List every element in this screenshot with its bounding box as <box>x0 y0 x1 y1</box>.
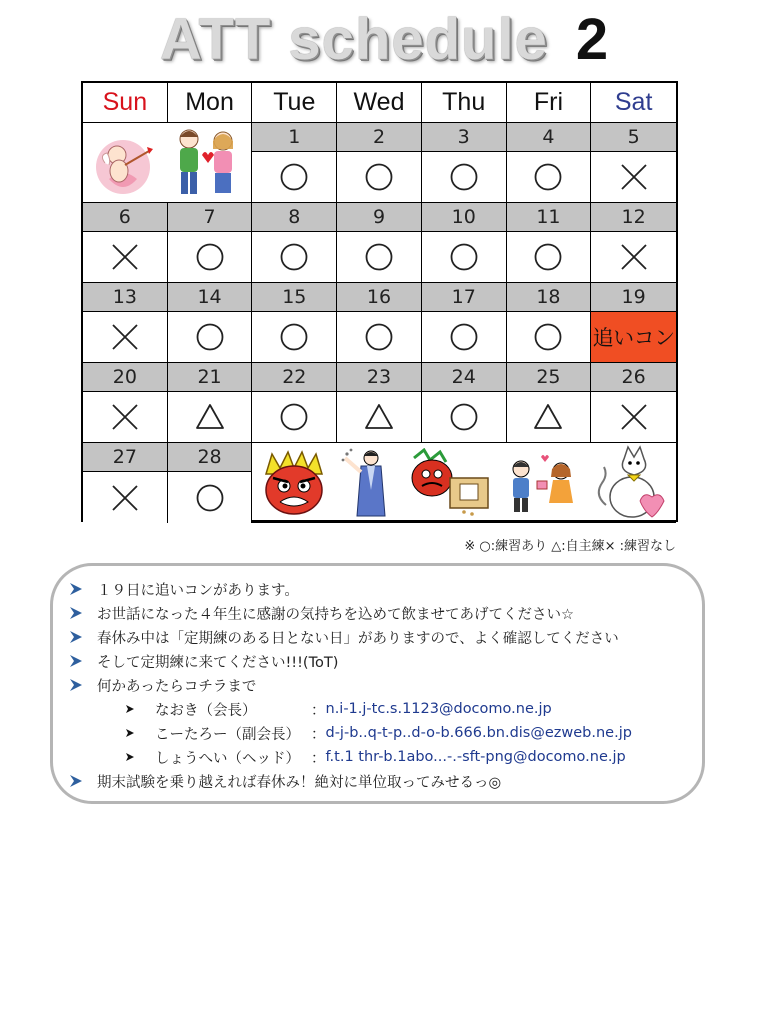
attendance-mark <box>168 312 253 363</box>
contact-item: こーたろー（副会長） ： d-j-b..q-t-p..d-o-b.666.bn.dis@ezweb.ne.jp <box>69 721 684 745</box>
attendance-mark <box>83 232 168 283</box>
attendance-mark <box>337 152 422 203</box>
arrow-bullet-icon <box>69 654 83 668</box>
circle-icon <box>195 322 225 352</box>
attendance-mark <box>252 232 337 283</box>
oni-with-beans-box-icon <box>408 448 492 518</box>
attendance-mark <box>591 152 676 203</box>
date-number: 10 <box>422 203 507 232</box>
event-label: 追いコン <box>591 312 676 363</box>
arrow-bullet-icon <box>69 678 83 692</box>
circle-icon <box>533 162 563 192</box>
page-header <box>0 6 768 73</box>
date-number: 7 <box>168 203 253 232</box>
circle-icon <box>449 402 479 432</box>
attendance-mark <box>168 392 253 443</box>
attendance-mark <box>591 232 676 283</box>
attendance-mark <box>83 312 168 363</box>
note-item: 何かあったらコチラまで <box>69 673 684 697</box>
attendance-mark <box>422 232 507 283</box>
arrow-bullet-icon <box>69 606 83 620</box>
date-number: 4 <box>507 123 592 152</box>
date-number: 9 <box>337 203 422 232</box>
contact-email[interactable]: n.i-1.j-tc.s.1123@docomo.ne.jp <box>325 701 552 717</box>
date-number: 3 <box>422 123 507 152</box>
kids-exchanging-gift-icon <box>503 451 583 515</box>
note-item: 春休み中は「定期練のある日とない日」がありますので、よく確認してください <box>69 625 684 649</box>
cat-with-heart-icon <box>594 445 670 521</box>
attendance-mark <box>507 312 592 363</box>
attendance-mark <box>252 392 337 443</box>
arrow-bullet-icon <box>69 774 83 788</box>
attendance-mark <box>422 152 507 203</box>
date-number: 28 <box>168 443 253 472</box>
attendance-mark <box>252 312 337 363</box>
circle-icon <box>364 162 394 192</box>
date-number: 19 <box>591 283 676 312</box>
month-number: 2 <box>575 7 609 72</box>
attendance-mark <box>507 392 592 443</box>
attendance-mark <box>83 472 168 523</box>
valentine-illustration <box>83 123 252 203</box>
cupid-icon <box>87 127 159 199</box>
contact-item: なおき（会長） ： n.i-1.j-tc.s.1123@docomo.ne.jp <box>69 697 684 721</box>
attendance-mark <box>337 312 422 363</box>
date-number: 5 <box>591 123 676 152</box>
date-number: 17 <box>422 283 507 312</box>
attendance-mark <box>337 392 422 443</box>
circle-icon <box>279 162 309 192</box>
attendance-mark <box>168 472 253 523</box>
triangle-icon <box>364 402 394 432</box>
date-number: 25 <box>507 363 592 392</box>
date-number: 21 <box>168 363 253 392</box>
triangle-icon <box>195 402 225 432</box>
attendance-mark <box>422 392 507 443</box>
setsubun-illustration <box>252 443 676 523</box>
legend: ※ ○:練習あり △:自主練× :練習なし <box>464 539 676 554</box>
couple-icon <box>167 125 247 201</box>
circle-icon <box>195 483 225 513</box>
date-number: 22 <box>252 363 337 392</box>
circle-icon <box>533 322 563 352</box>
contact-name: こーたろー（副会長） <box>155 726 300 743</box>
weekday-header: Mon <box>168 83 253 123</box>
date-number: 12 <box>591 203 676 232</box>
weekday-header: Thu <box>422 83 507 123</box>
date-number: 13 <box>83 283 168 312</box>
circle-icon <box>364 322 394 352</box>
attendance-mark <box>591 392 676 443</box>
weekday-header: Wed <box>337 83 422 123</box>
date-number: 20 <box>83 363 168 392</box>
date-number: 18 <box>507 283 592 312</box>
sub-arrow-icon <box>125 752 135 762</box>
calendar-grid <box>81 81 678 522</box>
contact-item: しょうへい（ヘッド） ： f.t.1 thr-b.1abo...-.-sft-png@docomo.ne.jp <box>69 745 684 769</box>
date-number: 23 <box>337 363 422 392</box>
contact-email[interactable]: d-j-b..q-t-p..d-o-b.666.bn.dis@ezweb.ne.jp <box>325 725 632 741</box>
weekday-header: Sat <box>591 83 676 123</box>
date-number: 14 <box>168 283 253 312</box>
sub-arrow-icon <box>125 704 135 714</box>
circle-icon <box>195 242 225 272</box>
contact-name: しょうへい（ヘッド） <box>155 750 300 767</box>
attendance-mark <box>252 152 337 203</box>
contact-name: なおき（会長） <box>155 702 257 719</box>
circle-icon <box>449 242 479 272</box>
circle-icon <box>449 162 479 192</box>
cross-icon <box>110 483 140 513</box>
cross-icon <box>110 242 140 272</box>
oni-mask-icon <box>258 448 330 518</box>
attendance-mark <box>337 232 422 283</box>
attendance-mark <box>422 312 507 363</box>
circle-icon <box>533 242 563 272</box>
page-title: ATT schedule <box>159 7 548 72</box>
date-number: 1 <box>252 123 337 152</box>
sub-arrow-icon <box>125 728 135 738</box>
circle-icon <box>449 322 479 352</box>
weekday-header: Fri <box>507 83 592 123</box>
date-number: 11 <box>507 203 592 232</box>
weekday-header: Tue <box>252 83 337 123</box>
attendance-mark <box>507 152 592 203</box>
triangle-icon <box>533 402 563 432</box>
cross-icon <box>619 242 649 272</box>
date-number: 2 <box>337 123 422 152</box>
weekday-header: Sun <box>83 83 168 123</box>
contact-email[interactable]: f.t.1 thr-b.1abo...-.-sft-png@docomo.ne.jp <box>325 749 626 765</box>
note-item: 期末試験を乗り越えれば春休み！絶対に単位取ってみせるっ◎ <box>69 769 684 793</box>
date-number: 6 <box>83 203 168 232</box>
date-number: 15 <box>252 283 337 312</box>
bean-thrower-icon <box>341 446 397 520</box>
attendance-mark <box>83 392 168 443</box>
attendance-mark <box>507 232 592 283</box>
date-number: 27 <box>83 443 168 472</box>
date-number: 16 <box>337 283 422 312</box>
date-number: 26 <box>591 363 676 392</box>
date-number: 24 <box>422 363 507 392</box>
cross-icon <box>110 402 140 432</box>
note-item: そして定期練に来てください!!!(ToT) <box>69 649 684 673</box>
attendance-mark <box>168 232 253 283</box>
notes-box <box>50 563 705 804</box>
note-item: １９日に追いコンがあります。 <box>69 577 684 601</box>
circle-icon <box>279 322 309 352</box>
date-number: 8 <box>252 203 337 232</box>
cross-icon <box>619 162 649 192</box>
arrow-bullet-icon <box>69 582 83 596</box>
circle-icon <box>364 242 394 272</box>
circle-icon <box>279 242 309 272</box>
arrow-bullet-icon <box>69 630 83 644</box>
cross-icon <box>110 322 140 352</box>
cross-icon <box>619 402 649 432</box>
note-item: お世話になった４年生に感謝の気持ちを込めて飲ませてあげてください☆ <box>69 601 684 625</box>
circle-icon <box>279 402 309 432</box>
